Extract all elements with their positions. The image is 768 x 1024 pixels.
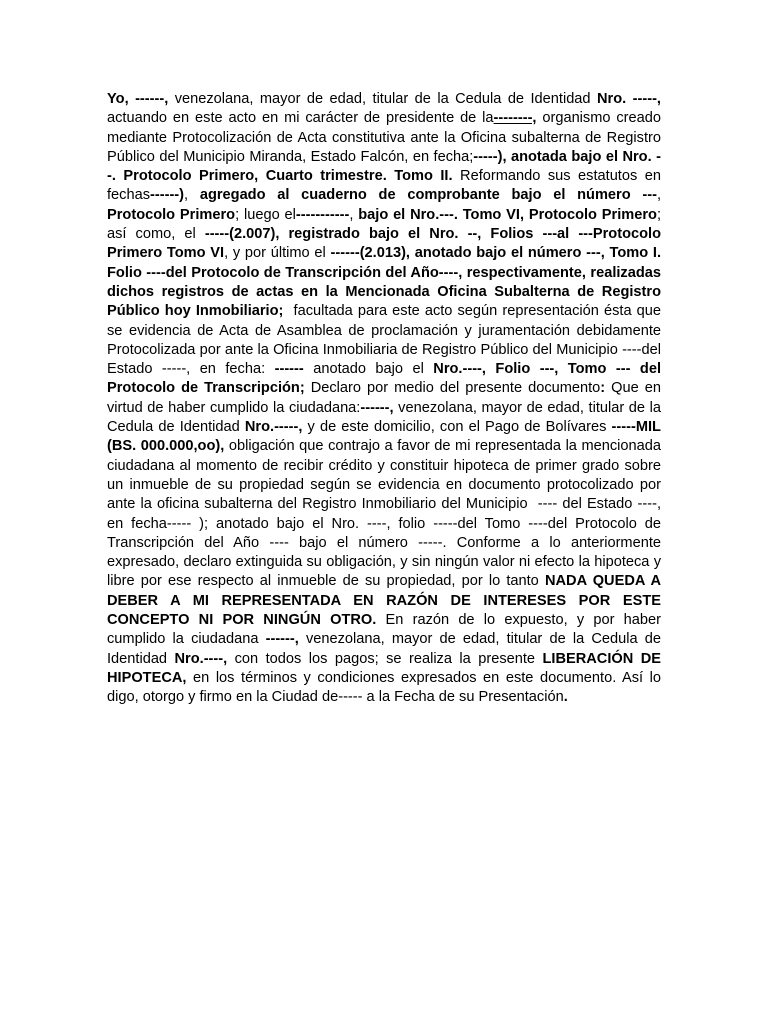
text-run: y de este domicilio, con el Pago de Bolívares bbox=[302, 419, 612, 436]
text-run: Nro.----, Folio ---, Tomo --- del Protocolo de Transcripción; bbox=[107, 361, 666, 397]
text-run: ------) bbox=[150, 187, 185, 204]
document-body-paragraph bbox=[107, 90, 666, 708]
text-run: , y por último el bbox=[224, 245, 331, 262]
text-run: Nro.----, bbox=[174, 650, 228, 667]
text-run: -----MIL (BS. 000.000,oo), bbox=[107, 419, 666, 455]
text-run: venezolana, mayor de edad, titular de la Cedula de Identidad bbox=[168, 91, 597, 107]
text-run: actuando en este acto en mi carácter de presidente de la bbox=[107, 91, 666, 127]
text-run: bajo el Nro.---. Tomo VI, Protocolo Primero bbox=[358, 206, 657, 223]
text-run: ------, bbox=[265, 631, 299, 648]
text-run: en los términos y condiciones expresados en este documento. Así lo digo, otorgo y firmo en la Ciudad de----- a la Fecha de su Presentación bbox=[107, 669, 666, 706]
text-run: , bbox=[656, 187, 666, 204]
document-page bbox=[107, 90, 666, 708]
text-run: ------, bbox=[360, 399, 394, 416]
text-run: ----------- bbox=[295, 206, 350, 223]
text-run: ------(2.013), anotado bajo el número ---, Tomo I. Folio ----del Protocolo de Transcripción del Año----, respectivamente, realizadas dichos registros de actas en la Mencionada Oficina Subalterna de Registro Público hoy Inmobiliario; bbox=[107, 245, 666, 320]
text-run: --------, bbox=[493, 110, 537, 127]
text-run: organismo creado mediante Protocolización de Acta constitutiva ante la Oficina subalterna de Registro Público del Municipio Miranda, Estado Falcón, en fecha; bbox=[107, 110, 666, 165]
text-run: , bbox=[184, 187, 200, 204]
text-run: Protocolo Primero bbox=[107, 206, 236, 223]
text-run: facultada para este acto según representación ésta que se evidencia de Acta de Asamblea de proclamación y juramentación debidamente Protocolizada por ante la Oficina Inmobiliaria de Registro Público del Municipio ----del Estado -----, en fecha: bbox=[107, 303, 666, 378]
text-run: : bbox=[600, 380, 606, 397]
text-run: LIBERACIÓN DE HIPOTECA, bbox=[107, 650, 666, 686]
text-run: Que en virtud de haber cumplido la ciudadana: bbox=[107, 380, 666, 416]
text-run: Reformando sus estatutos en fechas bbox=[107, 168, 666, 204]
text-run: Nro.-----, bbox=[244, 419, 303, 436]
text-run: Nro. -----, bbox=[597, 91, 661, 107]
text-run: con todos los pagos; se realiza la presente bbox=[227, 650, 543, 667]
text-run: agregado al cuaderno de comprobante bajo el número --- bbox=[199, 187, 657, 204]
text-run: Yo, ------, bbox=[107, 91, 169, 107]
text-run: NADA QUEDA A DEBER A MI REPRESENTADA EN RAZÓN DE INTERESES POR ESTE CONCEPTO NI POR NINGÚN OTRO. bbox=[107, 573, 666, 629]
text-run: obligación que contrajo a favor de mi representada la mencionada ciudadana al momento de recibir crédito y constituir hipoteca de primer grado sobre un inmueble de su propiedad según se evidencia en documento protocolizado por ante la oficina subalterna del Registro Inmobiliario del Municipio ---- del Estado ----, en fecha----- ); anotado bajo el Nro. ----, folio -----del Tomo ----del Protocolo de Transcripción del Año ---- bajo el número -----. Conforme a lo anteriormente expresado, declaro extinguida su obligación, y sin ningún valor ni efecto la hipoteca y libre por ese respecto al inmueble de su propiedad, por lo tanto bbox=[107, 438, 666, 590]
text-run: venezolana, mayor de edad, titular de la Cedula de Identidad bbox=[107, 399, 666, 436]
text-run: venezolana, mayor de edad, titular de la Cedula de Identidad bbox=[107, 631, 666, 667]
text-run: Declaro por medio del presente documento bbox=[304, 380, 601, 397]
text-run: En razón de lo expuesto, y por haber cumplido la ciudadana bbox=[107, 612, 666, 648]
text-run: , bbox=[349, 206, 359, 223]
text-run: anotado bajo el bbox=[303, 361, 434, 378]
text-run: . bbox=[563, 689, 568, 706]
text-run: -----(2.007), registrado bajo el Nro. --, Folios ---al ---Protocolo Primero Tomo VI bbox=[107, 226, 666, 262]
text-run: ------ bbox=[274, 361, 304, 378]
text-run: ; así como, el bbox=[107, 206, 666, 243]
text-run: -----), anotada bajo el Nro. --. Protocolo Primero, Cuarto trimestre. Tomo II. bbox=[107, 148, 661, 185]
text-run: ; luego el bbox=[235, 206, 296, 223]
